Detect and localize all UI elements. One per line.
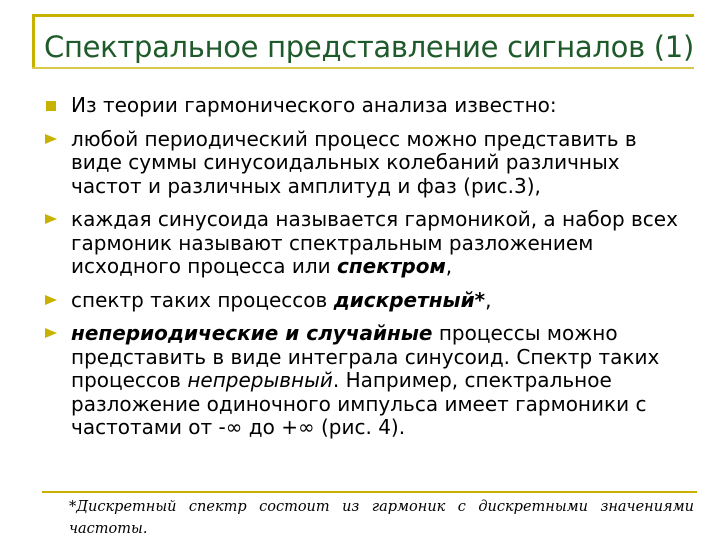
item-text: каждая синусоида называется гармоникой, а набор всех гармоник называют спектральным разложением исходного процесса или <box>71 207 678 278</box>
item-text: любой периодический процесс можно представить в виде суммы синусоидальных колебаний различных частот и различных амплитуд и фаз (рис.3), <box>71 126 637 198</box>
list-item <box>40 322 680 440</box>
square-bullet-icon <box>40 94 64 117</box>
list-item <box>40 94 680 118</box>
footnote: *Дискретный спектр состоит из гармоник с дискретными значениями частоты. <box>69 499 694 537</box>
item-italic: непрерывный <box>187 368 333 392</box>
item-emphasis: спектром <box>336 254 446 278</box>
title-top-rule <box>32 14 694 17</box>
item-text: Из теории гармонического анализа известно: <box>71 93 557 117</box>
slide-title: Спектральное представление сигналов (1) <box>44 30 694 64</box>
list-item <box>40 289 680 313</box>
list-item <box>40 208 680 279</box>
bullet-list <box>40 94 680 450</box>
item-text: процессы можно представить в виде интеграла синусоид. Спектр таких процессов <box>71 321 660 392</box>
item-text-end: , <box>445 254 453 278</box>
item-emphasis: непериодические и случайные <box>71 321 433 345</box>
arrow-bullet-icon <box>40 322 64 345</box>
item-text-end: . Например, спектральное разложение одиночного импульса имеет гармоники с частотами от -∞ до +∞ (рис. 4). <box>71 368 647 439</box>
arrow-bullet-icon <box>40 289 64 312</box>
footnote-rule <box>42 491 697 493</box>
item-emphasis: дискретный* <box>333 287 486 312</box>
arrow-bullet-icon <box>40 208 64 231</box>
list-item <box>40 128 680 199</box>
title-bottom-rule <box>32 67 694 69</box>
item-text-end: , <box>485 287 492 312</box>
item-text: спектр таких процессов <box>71 287 334 312</box>
title-left-rule <box>32 14 35 68</box>
arrow-bullet-icon <box>40 128 64 151</box>
